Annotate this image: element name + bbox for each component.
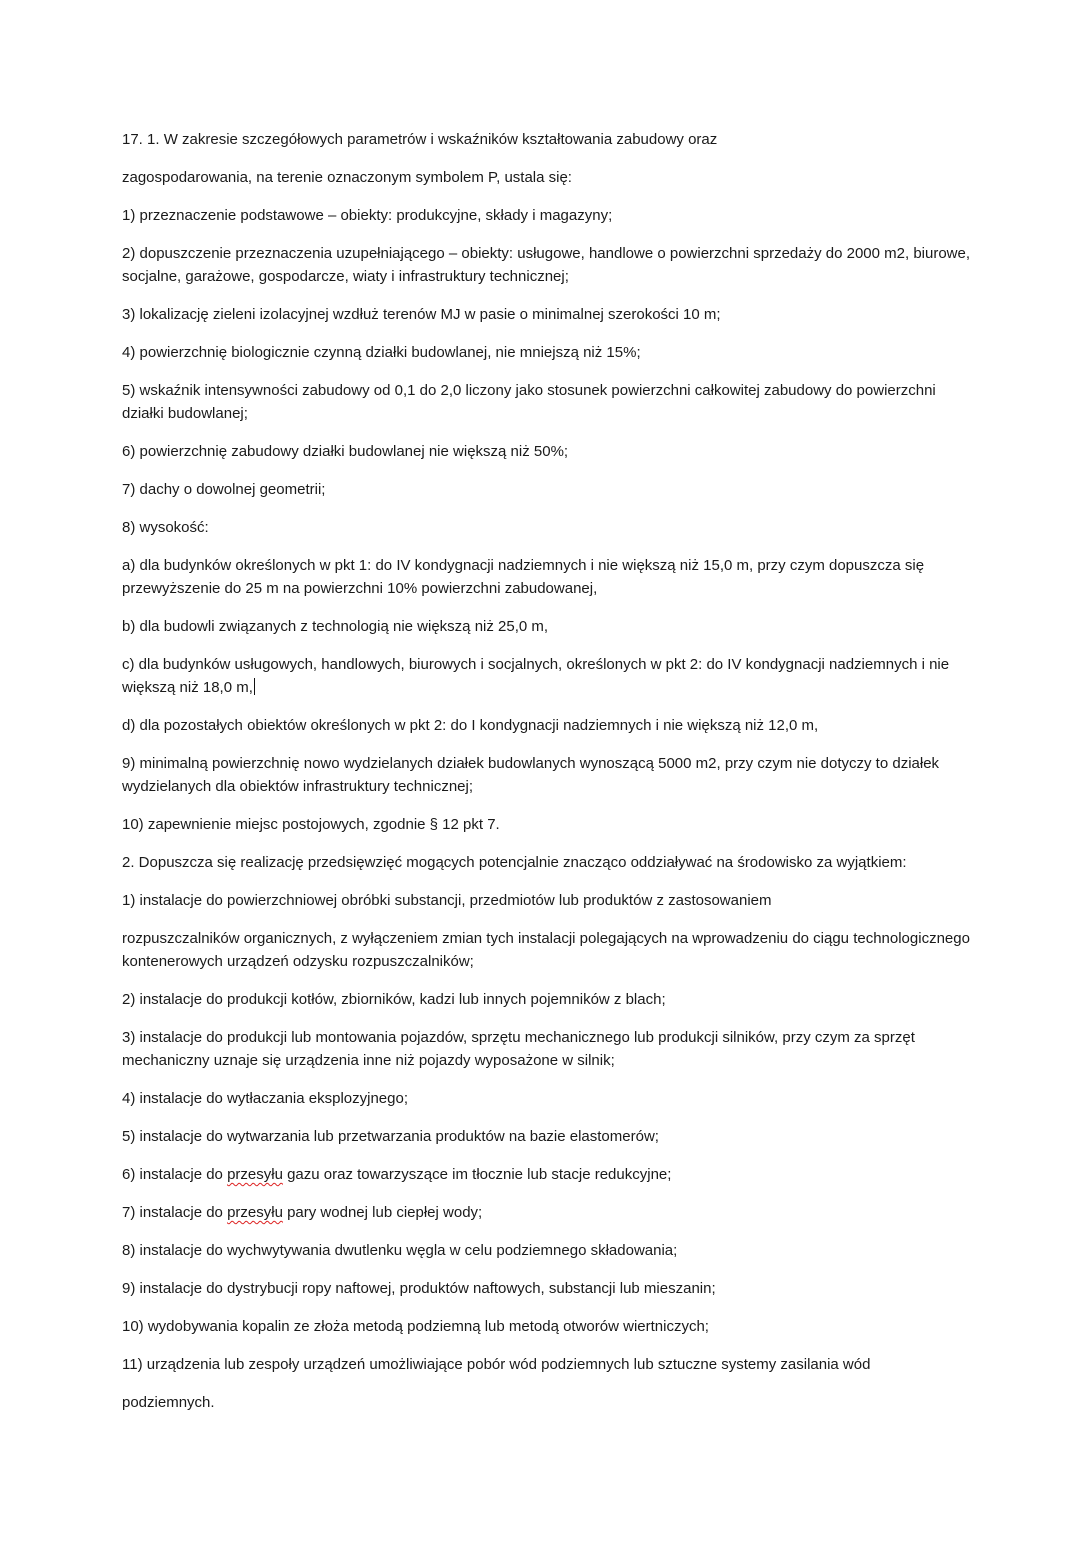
paragraph-spellcheck: 6) instalacje do przesyłu gazu oraz towarzyszące im tłocznie lub stacje redukcyjne; bbox=[122, 1166, 672, 1183]
document-body[interactable] bbox=[122, 128, 972, 1429]
paragraph: 10) wydobywania kopalin ze złoża metodą podziemną lub metodą otworów wiertniczych; bbox=[122, 1318, 709, 1335]
paragraph: 4) instalacje do wytłaczania eksplozyjnego; bbox=[122, 1090, 408, 1107]
paragraph: podziemnych. bbox=[122, 1394, 215, 1411]
spellcheck-flagged-word[interactable]: przesyłu bbox=[227, 1166, 283, 1183]
paragraph: 2) dopuszczenie przeznaczenia uzupełniającego – obiekty: usługowe, handlowe o powierzchni sprzedaży do 2000 m2, biurowe, socjalne, garażowe, gospodarcze, wiaty i infrastruktury technicznej; bbox=[122, 245, 971, 285]
paragraph: rozpuszczalników organicznych, z wyłączeniem zmian tych instalacji polegających na wprowadzeniu do ciągu technologicznego kontenerowych urządzeń odzysku rozpuszczalników; bbox=[122, 930, 970, 970]
paragraph: 9) minimalną powierzchnię nowo wydzielanych działek budowlanych wynoszącą 5000 m2, przy czym nie dotyczy to działek wydzielanych dla obiektów infrastruktury technicznej; bbox=[122, 755, 940, 795]
paragraph-spellcheck: 7) instalacje do przesyłu pary wodnej lub ciepłej wody; bbox=[122, 1204, 483, 1221]
paragraph: 9) instalacje do dystrybucji ropy naftowej, produktów naftowych, substancji lub mieszanin; bbox=[122, 1280, 716, 1297]
paragraph: 1) przeznaczenie podstawowe – obiekty: produkcyjne, składy i magazyny; bbox=[122, 207, 613, 224]
paragraph: 3) instalacje do produkcji lub montowania pojazdów, sprzętu mechanicznego lub produkcji silników, przy czym za sprzęt mechaniczny uznaje się urządzenia inne niż pojazdy wyposażone w silnik; bbox=[122, 1029, 915, 1069]
paragraph: 4) powierzchnię biologicznie czynną działki budowlanej, nie mniejszą niż 15%; bbox=[122, 344, 641, 361]
paragraph: d) dla pozostałych obiektów określonych w pkt 2: do I kondygnacji nadziemnych i nie większą niż 12,0 m, bbox=[122, 717, 819, 734]
paragraph: 5) wskaźnik intensywności zabudowy od 0,1 do 2,0 liczony jako stosunek powierzchni całkowitej zabudowy do powierzchni działki budowlanej; bbox=[122, 382, 936, 422]
paragraph: 2. Dopuszcza się realizację przedsięwzięć mogących potencjalnie znacząco oddziaływać na środowisko za wyjątkiem: bbox=[122, 854, 907, 871]
paragraph: 2) instalacje do produkcji kotłów, zbiorników, kadzi lub innych pojemników z blach; bbox=[122, 991, 666, 1008]
paragraph-with-caret bbox=[122, 653, 972, 699]
paragraph: a) dla budynków określonych w pkt 1: do IV kondygnacji nadziemnych i nie większą niż 15,0 m, przy czym dopuszcza się przewyższenie do 25 m na powierzchni 10% powierzchni zabudowanej, bbox=[122, 557, 925, 597]
spellcheck-flagged-word[interactable]: przesyłu bbox=[227, 1204, 283, 1221]
text-cursor bbox=[254, 678, 255, 695]
paragraph: 10) zapewnienie miejsc postojowych, zgodnie § 12 pkt 7. bbox=[122, 816, 500, 833]
paragraph: zagospodarowania, na terenie oznaczonym symbolem P, ustala się: bbox=[122, 169, 572, 186]
paragraph: 6) powierzchnię zabudowy działki budowlanej nie większą niż 50%; bbox=[122, 443, 569, 460]
paragraph: 3) lokalizację zieleni izolacyjnej wzdłuż terenów MJ w pasie o minimalnej szerokości 10 m; bbox=[122, 306, 721, 323]
paragraph: 11) urządzenia lub zespoły urządzeń umożliwiające pobór wód podziemnych lub sztuczne systemy zasilania wód bbox=[122, 1356, 871, 1373]
paragraph-text: c) dla budynków usługowych, handlowych, biurowych i socjalnych, określonych w pkt 2: do IV kondygnacji nadziemnych i nie większą niż 18,0 m, bbox=[122, 656, 950, 696]
paragraph: 8) wysokość: bbox=[122, 519, 209, 536]
paragraph: 1) instalacje do powierzchniowej obróbki substancji, przedmiotów lub produktów z zastosowaniem bbox=[122, 892, 772, 909]
paragraph: 5) instalacje do wytwarzania lub przetwarzania produktów na bazie elastomerów; bbox=[122, 1128, 659, 1145]
paragraph: 17. 1. W zakresie szczegółowych parametrów i wskaźników kształtowania zabudowy oraz bbox=[122, 131, 718, 148]
paragraph: b) dla budowli związanych z technologią nie większą niż 25,0 m, bbox=[122, 618, 549, 635]
paragraph: 8) instalacje do wychwytywania dwutlenku węgla w celu podziemnego składowania; bbox=[122, 1242, 678, 1259]
paragraph: 7) dachy o dowolnej geometrii; bbox=[122, 481, 326, 498]
